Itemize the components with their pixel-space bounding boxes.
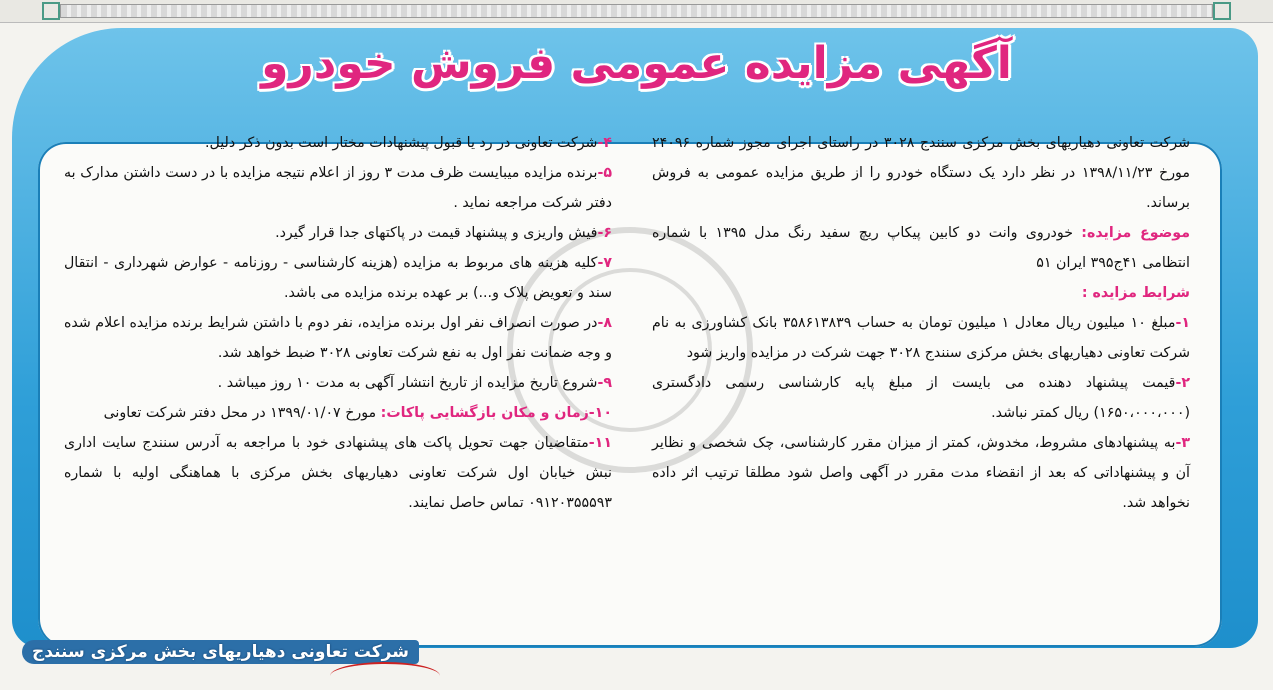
condition-item: ۲-قیمت پیشنهاد دهنده می بایست از مبلغ پایه کارشناسی رسمی دادگستری (۱۶۵۰،۰۰۰،۰۰۰) ریال کمتر نباشد. xyxy=(652,375,1190,421)
condition-item: ۳-به پیشنهادهای مشروط، مخدوش، کمتر از میزان مقرر کارشناسی، چک شخصی و نظایر آن و پیشنهاداتی که بعد از انقضاء مدت مقرر در آگهی واصل شود مطلقا ترتیب اثر داده نخواهد شد. xyxy=(652,435,1190,511)
footer-signature: شرکت تعاونی دهیاریهای بخش مرکزی سنندج xyxy=(22,640,419,664)
right-column xyxy=(652,128,1190,518)
condition-item: ۱۱-متقاضیان جهت تحویل پاکت های پیشنهادی خود با مراجعه به آدرس سنندج سایت اداری نبش خیابان اول شرکت تعاونی دهیاریهای بخش مرکزی با هماهنگی اولیه با شماره ۰۹۱۲۰۳۵۵۵۹۳ تماس حاصل نمایند. xyxy=(64,435,612,511)
corner-ornament-icon xyxy=(42,2,60,20)
subject-paragraph xyxy=(652,218,1190,278)
subject-label: موضوع مزایده: xyxy=(1081,225,1190,241)
top-strip xyxy=(0,0,1273,23)
condition-item: ۷-کلیه هزینه های مربوط به مزایده (هزینه کارشناسی - روزنامه - عوارض شهرداری - انتقال سند و تعویض پلاک و...) بر عهده برنده مزایده می باشد. xyxy=(64,255,612,301)
condition-item: ۶-فیش واریزی و پیشنهاد قیمت در پاکتهای جدا قرار گیرد. xyxy=(275,225,612,241)
decorative-bar xyxy=(60,4,1213,18)
condition-item: ۹-شروع تاریخ مزایده از تاریخ انتشار آگهی به مدت ۱۰ روز میباشد . xyxy=(217,375,612,391)
condition-item: ۴-شرکت تعاونی در رد یا قبول پیشنهادات مختار است بدون ذکر دلیل. xyxy=(205,135,612,151)
intro-paragraph: شرکت تعاونی دهیاریهای بخش مرکزی سنندج ۳۰۲۸ در راستای اجرای مجوز شماره ۲۴۰۹۶ مورخ ۱۳۹۸/۱۱/۲۳ در نظر دارد یک دستگاه خودرو را از طریق مزایده عمومی به فروش برساند. xyxy=(652,135,1190,211)
condition-item: ۱-مبلغ ۱۰ میلیون ریال معادل ۱ میلیون تومان به حساب ۳۵۸۶۱۳۸۳۹ بانک کشاورزی به نام شرکت تعاونی دهیاریهای بخش مرکزی سنندج ۳۰۲۸ جهت شرکت در مزایده واریز شود xyxy=(652,315,1191,361)
condition-item: ۵-برنده مزایده میبایست ظرف مدت ۳ روز از اعلام نتیجه مزایده با در دست داشتن مدارک به دفتر شرکت مراجعه نماید . xyxy=(64,165,612,211)
conditions-title: شرایط مزایده : xyxy=(1081,285,1190,301)
subject-text: خودروی وانت دو کابین پیکاپ ریچ سفید رنگ مدل ۱۳۹۵ با شماره انتظامی ۴۱ج۳۹۵ ایران ۵۱ xyxy=(652,225,1190,271)
corner-ornament-icon xyxy=(1213,2,1231,20)
left-column xyxy=(64,128,612,518)
condition-item: ۱۰-زمان و مکان بازگشایی پاکات: مورخ ۱۳۹۹/۰۱/۰۷ در محل دفتر شرکت تعاونی xyxy=(103,405,612,421)
ad-title: آگهی مزایده عمومی فروش خودرو xyxy=(261,38,1012,89)
condition-item: ۸-در صورت انصراف نفر اول برنده مزایده، نفر دوم با داشتن شرایط برنده مزایده اعلام شده و وجه ضمانت نفر اول به نفع شرکت تعاونی ۳۰۲۸ ضبط خواهد شد. xyxy=(64,315,612,361)
